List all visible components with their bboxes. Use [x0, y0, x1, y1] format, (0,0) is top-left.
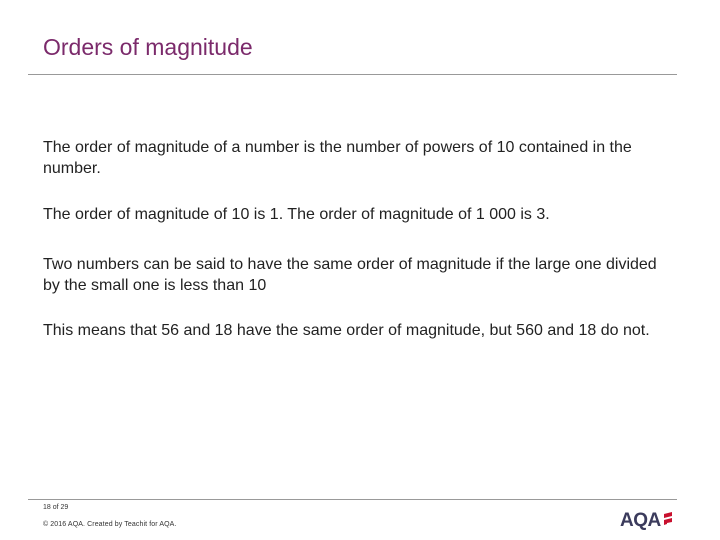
aqa-logo-text: AQA: [620, 509, 661, 531]
copyright-notice: © 2016 AQA. Created by Teachit for AQA.: [43, 521, 177, 528]
page-number: 18 of 29: [43, 504, 69, 511]
paragraph-same-order-rule: Two numbers can be said to have the same order of magnitude if the large one divided by the small one is less than 10: [43, 256, 657, 294]
paragraph-examples: The order of magnitude of 10 is 1. The order of magnitude of 1 000 is 3.: [43, 206, 550, 223]
slide-title: Orders of magnitude: [43, 34, 253, 60]
paragraph-comparison-example: This means that 56 and 18 have the same order of magnitude, but 560 and 18 do not.: [43, 322, 650, 339]
aqa-logo-mark-icon: [663, 512, 673, 528]
aqa-logo: [620, 508, 682, 532]
title-divider: [28, 74, 677, 75]
paragraph-definition: The order of magnitude of a number is the number of powers of 10 contained in the number.: [43, 139, 632, 177]
footer-divider: [28, 499, 677, 500]
